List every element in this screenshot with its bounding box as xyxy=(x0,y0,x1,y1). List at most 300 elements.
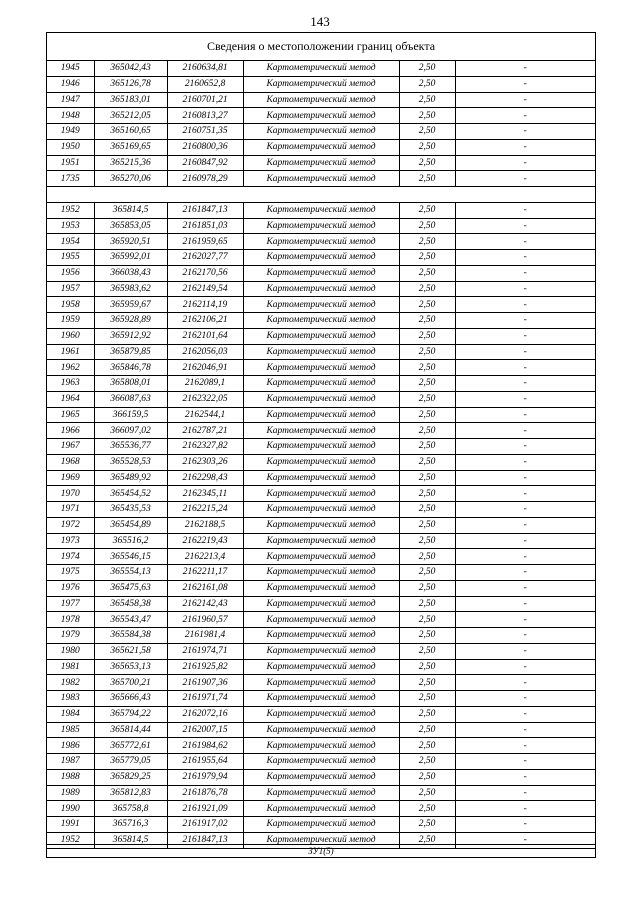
cell-point-number: 1984 xyxy=(47,706,94,722)
cell-coord-y: 2160652,8 xyxy=(167,76,243,92)
cell-method: Картометрический метод xyxy=(243,502,399,518)
cell-method: Картометрический метод xyxy=(243,769,399,785)
cell-coord-x: 365516,2 xyxy=(94,533,167,549)
cell-description: - xyxy=(455,265,595,281)
cell-description: - xyxy=(455,801,595,817)
cell-method: Картометрический метод xyxy=(243,124,399,140)
cell-coord-x: 365992,01 xyxy=(94,250,167,266)
cell-accuracy: 2,50 xyxy=(399,675,455,691)
cell-description: - xyxy=(455,234,595,250)
cell-coord-y: 2160751,35 xyxy=(167,124,243,140)
cell-coord-x: 365546,15 xyxy=(94,549,167,565)
cell-accuracy: 2,50 xyxy=(399,769,455,785)
cell-coord-x: 365528,53 xyxy=(94,454,167,470)
cell-description: - xyxy=(455,502,595,518)
cell-accuracy: 2,50 xyxy=(399,643,455,659)
table-row xyxy=(47,675,595,691)
cell-method: Картометрический метод xyxy=(243,281,399,297)
cell-coord-x: 365169,65 xyxy=(94,139,167,155)
table-row xyxy=(47,486,595,502)
cell-method: Картометрический метод xyxy=(243,234,399,250)
cell-coord-x: 365829,25 xyxy=(94,769,167,785)
cell-point-number: 1954 xyxy=(47,234,94,250)
section-gap-cell xyxy=(47,187,595,203)
cell-description: - xyxy=(455,706,595,722)
cell-method: Картометрический метод xyxy=(243,675,399,691)
cell-method: Картометрический метод xyxy=(243,265,399,281)
cell-accuracy: 2,50 xyxy=(399,313,455,329)
table-row xyxy=(47,61,595,76)
cell-description: - xyxy=(455,171,595,187)
cell-coord-x: 365458,38 xyxy=(94,596,167,612)
cell-method: Картометрический метод xyxy=(243,218,399,234)
table-row xyxy=(47,722,595,738)
cell-description: - xyxy=(455,92,595,108)
cell-point-number: 1976 xyxy=(47,580,94,596)
cell-method: Картометрический метод xyxy=(243,801,399,817)
cell-accuracy: 2,50 xyxy=(399,171,455,187)
cell-coord-y: 2162161,08 xyxy=(167,580,243,596)
cell-point-number: 1966 xyxy=(47,423,94,439)
cell-description: - xyxy=(455,250,595,266)
cell-accuracy: 2,50 xyxy=(399,706,455,722)
cell-description: - xyxy=(455,517,595,533)
cell-accuracy: 2,50 xyxy=(399,423,455,439)
cell-accuracy: 2,50 xyxy=(399,817,455,833)
table-row xyxy=(47,470,595,486)
cell-point-number: 1989 xyxy=(47,785,94,801)
cell-description: - xyxy=(455,643,595,659)
cell-point-number: 1951 xyxy=(47,155,94,171)
cell-coord-y: 2162114,19 xyxy=(167,297,243,313)
cell-coord-x: 365666,43 xyxy=(94,691,167,707)
cell-coord-y: 2162027,77 xyxy=(167,250,243,266)
cell-coord-y: 2162322,05 xyxy=(167,391,243,407)
cell-method: Картометрический метод xyxy=(243,754,399,770)
cell-accuracy: 2,50 xyxy=(399,565,455,581)
cell-coord-x: 366087,63 xyxy=(94,391,167,407)
cell-accuracy: 2,50 xyxy=(399,801,455,817)
table-row xyxy=(47,801,595,817)
cell-coord-x: 365983,62 xyxy=(94,281,167,297)
cell-accuracy: 2,50 xyxy=(399,533,455,549)
table-row xyxy=(47,754,595,770)
cell-accuracy: 2,50 xyxy=(399,832,455,848)
cell-description: - xyxy=(455,328,595,344)
cell-coord-x: 365543,47 xyxy=(94,612,167,628)
cell-accuracy: 2,50 xyxy=(399,628,455,644)
cell-method: Картометрический метод xyxy=(243,61,399,76)
cell-point-number: 1988 xyxy=(47,769,94,785)
cell-coord-y: 2162345,11 xyxy=(167,486,243,502)
footer-label: ЗУ1(5) xyxy=(47,844,595,857)
cell-method: Картометрический метод xyxy=(243,407,399,423)
cell-description: - xyxy=(455,108,595,124)
cell-accuracy: 2,50 xyxy=(399,139,455,155)
cell-accuracy: 2,50 xyxy=(399,76,455,92)
cell-description: - xyxy=(455,297,595,313)
cell-method: Картометрический метод xyxy=(243,454,399,470)
cell-point-number: 1957 xyxy=(47,281,94,297)
cell-coord-x: 366097,02 xyxy=(94,423,167,439)
table-row xyxy=(47,517,595,533)
cell-coord-x: 365454,89 xyxy=(94,517,167,533)
table-row xyxy=(47,360,595,376)
cell-point-number: 1979 xyxy=(47,628,94,644)
cell-coord-y: 2161925,82 xyxy=(167,659,243,675)
cell-point-number: 1955 xyxy=(47,250,94,266)
cell-accuracy: 2,50 xyxy=(399,376,455,392)
cell-coord-y: 2160847,92 xyxy=(167,155,243,171)
cell-coord-x: 365621,58 xyxy=(94,643,167,659)
cell-method: Картометрический метод xyxy=(243,470,399,486)
cell-coord-y: 2161971,74 xyxy=(167,691,243,707)
cell-description: - xyxy=(455,76,595,92)
cell-description: - xyxy=(455,218,595,234)
cell-coord-y: 2162046,91 xyxy=(167,360,243,376)
cell-method: Картометрический метод xyxy=(243,360,399,376)
cell-description: - xyxy=(455,612,595,628)
cell-coord-y: 2162072,16 xyxy=(167,706,243,722)
cell-accuracy: 2,50 xyxy=(399,754,455,770)
cell-method: Картометрический метод xyxy=(243,376,399,392)
table-row xyxy=(47,738,595,754)
cell-point-number: 1975 xyxy=(47,565,94,581)
cell-point-number: 1971 xyxy=(47,502,94,518)
cell-accuracy: 2,50 xyxy=(399,328,455,344)
table-row xyxy=(47,659,595,675)
cell-coord-y: 2161960,57 xyxy=(167,612,243,628)
cell-coord-x: 366159,5 xyxy=(94,407,167,423)
cell-method: Картометрический метод xyxy=(243,328,399,344)
table-row xyxy=(47,580,595,596)
cell-coord-x: 365772,61 xyxy=(94,738,167,754)
cell-coord-y: 2162101,64 xyxy=(167,328,243,344)
cell-coord-y: 2162219,43 xyxy=(167,533,243,549)
cell-accuracy: 2,50 xyxy=(399,250,455,266)
cell-description: - xyxy=(455,738,595,754)
cell-accuracy: 2,50 xyxy=(399,265,455,281)
cell-description: - xyxy=(455,470,595,486)
cell-point-number: 1978 xyxy=(47,612,94,628)
table-row xyxy=(47,344,595,360)
table-row xyxy=(47,218,595,234)
cell-coord-y: 2162149,54 xyxy=(167,281,243,297)
cell-method: Картометрический метод xyxy=(243,549,399,565)
cell-point-number: 1968 xyxy=(47,454,94,470)
cell-accuracy: 2,50 xyxy=(399,612,455,628)
cell-coord-x: 365794,22 xyxy=(94,706,167,722)
cell-point-number: 1981 xyxy=(47,659,94,675)
cell-description: - xyxy=(455,659,595,675)
cell-coord-y: 2162544,1 xyxy=(167,407,243,423)
cell-coord-x: 365270,06 xyxy=(94,171,167,187)
cell-method: Картометрический метод xyxy=(243,139,399,155)
cell-description: - xyxy=(455,832,595,848)
cell-coord-y: 2161979,94 xyxy=(167,769,243,785)
table-row xyxy=(47,328,595,344)
cell-description: - xyxy=(455,281,595,297)
cell-point-number: 1960 xyxy=(47,328,94,344)
cell-coord-x: 365928,89 xyxy=(94,313,167,329)
cell-coord-y: 2162327,82 xyxy=(167,439,243,455)
table-row xyxy=(47,439,595,455)
cell-accuracy: 2,50 xyxy=(399,124,455,140)
cell-method: Картометрический метод xyxy=(243,785,399,801)
cell-description: - xyxy=(455,313,595,329)
table-row xyxy=(47,565,595,581)
cell-point-number: 1965 xyxy=(47,407,94,423)
table-row xyxy=(47,596,595,612)
cell-point-number: 1991 xyxy=(47,817,94,833)
cell-coord-y: 2161921,09 xyxy=(167,801,243,817)
cell-point-number: 1948 xyxy=(47,108,94,124)
cell-coord-x: 365912,92 xyxy=(94,328,167,344)
cell-method: Картометрический метод xyxy=(243,832,399,848)
table-row xyxy=(47,691,595,707)
table-row xyxy=(47,454,595,470)
cell-coord-y: 2162007,15 xyxy=(167,722,243,738)
cell-coord-x: 365808,01 xyxy=(94,376,167,392)
cell-description: - xyxy=(455,596,595,612)
table-row xyxy=(47,769,595,785)
cell-coord-x: 365489,92 xyxy=(94,470,167,486)
coordinates-table xyxy=(47,61,595,849)
cell-accuracy: 2,50 xyxy=(399,344,455,360)
cell-coord-y: 2161955,64 xyxy=(167,754,243,770)
cell-method: Картометрический метод xyxy=(243,344,399,360)
cell-method: Картометрический метод xyxy=(243,250,399,266)
cell-point-number: 1952 xyxy=(47,202,94,218)
cell-coord-x: 365126,78 xyxy=(94,76,167,92)
cell-point-number: 1963 xyxy=(47,376,94,392)
cell-method: Картометрический метод xyxy=(243,155,399,171)
cell-point-number: 1964 xyxy=(47,391,94,407)
cell-method: Картометрический метод xyxy=(243,565,399,581)
table-row xyxy=(47,706,595,722)
page-number: 143 xyxy=(310,14,330,29)
cell-point-number: 1947 xyxy=(47,92,94,108)
cell-point-number: 1962 xyxy=(47,360,94,376)
cell-point-number: 1956 xyxy=(47,265,94,281)
table-row xyxy=(47,108,595,124)
cell-method: Картометрический метод xyxy=(243,706,399,722)
cell-point-number: 1959 xyxy=(47,313,94,329)
table-row xyxy=(47,643,595,659)
cell-point-number: 1970 xyxy=(47,486,94,502)
table-row xyxy=(47,533,595,549)
cell-method: Картометрический метод xyxy=(243,612,399,628)
cell-point-number: 1986 xyxy=(47,738,94,754)
cell-coord-x: 365879,85 xyxy=(94,344,167,360)
cell-description: - xyxy=(455,785,595,801)
table-title: Сведения о местоположении границ объекта xyxy=(47,33,595,61)
cell-accuracy: 2,50 xyxy=(399,281,455,297)
cell-accuracy: 2,50 xyxy=(399,391,455,407)
boundary-table-frame xyxy=(46,32,596,858)
cell-accuracy: 2,50 xyxy=(399,517,455,533)
table-row xyxy=(47,297,595,313)
cell-coord-x: 365812,83 xyxy=(94,785,167,801)
cell-coord-x: 365554,13 xyxy=(94,565,167,581)
cell-accuracy: 2,50 xyxy=(399,470,455,486)
cell-coord-y: 2162215,24 xyxy=(167,502,243,518)
cell-coord-y: 2160978,29 xyxy=(167,171,243,187)
coordinates-table-body xyxy=(47,61,595,848)
cell-coord-y: 2161907,36 xyxy=(167,675,243,691)
cell-point-number: 1974 xyxy=(47,549,94,565)
table-row xyxy=(47,612,595,628)
cell-accuracy: 2,50 xyxy=(399,486,455,502)
cell-coord-x: 365814,44 xyxy=(94,722,167,738)
cell-method: Картометрический метод xyxy=(243,297,399,313)
cell-coord-y: 2162787,21 xyxy=(167,423,243,439)
cell-description: - xyxy=(455,155,595,171)
cell-method: Картометрический метод xyxy=(243,486,399,502)
cell-coord-y: 2161847,13 xyxy=(167,202,243,218)
cell-description: - xyxy=(455,423,595,439)
cell-coord-y: 2162170,56 xyxy=(167,265,243,281)
cell-coord-y: 2162188,5 xyxy=(167,517,243,533)
table-row xyxy=(47,502,595,518)
cell-coord-y: 2161851,03 xyxy=(167,218,243,234)
cell-point-number: 1972 xyxy=(47,517,94,533)
cell-coord-x: 365814,5 xyxy=(94,832,167,848)
cell-coord-x: 365853,05 xyxy=(94,218,167,234)
cell-point-number: 1987 xyxy=(47,754,94,770)
table-row xyxy=(47,139,595,155)
cell-coord-y: 2160701,21 xyxy=(167,92,243,108)
cell-accuracy: 2,50 xyxy=(399,360,455,376)
cell-coord-y: 2161847,13 xyxy=(167,832,243,848)
cell-description: - xyxy=(455,124,595,140)
cell-accuracy: 2,50 xyxy=(399,61,455,76)
cell-coord-x: 365716,3 xyxy=(94,817,167,833)
cell-accuracy: 2,50 xyxy=(399,691,455,707)
cell-description: - xyxy=(455,675,595,691)
cell-method: Картометрический метод xyxy=(243,202,399,218)
table-row xyxy=(47,155,595,171)
cell-method: Картометрический метод xyxy=(243,171,399,187)
cell-method: Картометрический метод xyxy=(243,659,399,675)
section-gap-row xyxy=(47,187,595,203)
table-row xyxy=(47,313,595,329)
cell-accuracy: 2,50 xyxy=(399,738,455,754)
cell-coord-y: 2162056,03 xyxy=(167,344,243,360)
cell-description: - xyxy=(455,376,595,392)
cell-point-number: 1958 xyxy=(47,297,94,313)
cell-point-number: 1735 xyxy=(47,171,94,187)
cell-coord-y: 2160800,36 xyxy=(167,139,243,155)
cell-coord-y: 2161959,65 xyxy=(167,234,243,250)
cell-description: - xyxy=(455,61,595,76)
cell-accuracy: 2,50 xyxy=(399,108,455,124)
cell-coord-y: 2162089,1 xyxy=(167,376,243,392)
cell-coord-y: 2160634,81 xyxy=(167,61,243,76)
cell-description: - xyxy=(455,722,595,738)
cell-point-number: 1990 xyxy=(47,801,94,817)
cell-method: Картометрический метод xyxy=(243,517,399,533)
cell-point-number: 1949 xyxy=(47,124,94,140)
cell-accuracy: 2,50 xyxy=(399,659,455,675)
cell-point-number: 1967 xyxy=(47,439,94,455)
cell-method: Картометрический метод xyxy=(243,817,399,833)
cell-method: Картометрический метод xyxy=(243,108,399,124)
cell-coord-x: 365653,13 xyxy=(94,659,167,675)
table-row xyxy=(47,171,595,187)
cell-coord-x: 365160,65 xyxy=(94,124,167,140)
cell-description: - xyxy=(455,486,595,502)
table-row xyxy=(47,407,595,423)
cell-point-number: 1953 xyxy=(47,218,94,234)
cell-accuracy: 2,50 xyxy=(399,502,455,518)
table-row xyxy=(47,376,595,392)
cell-point-number: 1980 xyxy=(47,643,94,659)
cell-description: - xyxy=(455,454,595,470)
cell-point-number: 1969 xyxy=(47,470,94,486)
cell-accuracy: 2,50 xyxy=(399,549,455,565)
cell-point-number: 1973 xyxy=(47,533,94,549)
cell-point-number: 1982 xyxy=(47,675,94,691)
cell-coord-x: 365215,36 xyxy=(94,155,167,171)
cell-description: - xyxy=(455,360,595,376)
cell-coord-y: 2161876,78 xyxy=(167,785,243,801)
cell-method: Картометрический метод xyxy=(243,722,399,738)
cell-description: - xyxy=(455,754,595,770)
cell-coord-y: 2162211,17 xyxy=(167,565,243,581)
table-row xyxy=(47,817,595,833)
cell-coord-y: 2162142,43 xyxy=(167,596,243,612)
table-row xyxy=(47,391,595,407)
cell-description: - xyxy=(455,407,595,423)
table-row xyxy=(47,124,595,140)
cell-description: - xyxy=(455,202,595,218)
cell-method: Картометрический метод xyxy=(243,691,399,707)
cell-method: Картометрический метод xyxy=(243,580,399,596)
cell-accuracy: 2,50 xyxy=(399,234,455,250)
table-row xyxy=(47,423,595,439)
cell-method: Картометрический метод xyxy=(243,423,399,439)
cell-point-number: 1985 xyxy=(47,722,94,738)
cell-method: Картометрический метод xyxy=(243,628,399,644)
cell-accuracy: 2,50 xyxy=(399,218,455,234)
cell-description: - xyxy=(455,628,595,644)
cell-method: Картометрический метод xyxy=(243,391,399,407)
cell-coord-x: 365536,77 xyxy=(94,439,167,455)
cell-accuracy: 2,50 xyxy=(399,202,455,218)
cell-accuracy: 2,50 xyxy=(399,155,455,171)
table-row xyxy=(47,234,595,250)
cell-coord-x: 365814,5 xyxy=(94,202,167,218)
cell-method: Картометрический метод xyxy=(243,596,399,612)
cell-method: Картометрический метод xyxy=(243,76,399,92)
cell-accuracy: 2,50 xyxy=(399,407,455,423)
cell-coord-x: 365183,01 xyxy=(94,92,167,108)
cell-point-number: 1961 xyxy=(47,344,94,360)
cell-accuracy: 2,50 xyxy=(399,785,455,801)
cell-coord-x: 365042,43 xyxy=(94,61,167,76)
cell-coord-x: 365700,21 xyxy=(94,675,167,691)
cell-description: - xyxy=(455,391,595,407)
cell-point-number: 1950 xyxy=(47,139,94,155)
cell-coord-y: 2162303,26 xyxy=(167,454,243,470)
cell-description: - xyxy=(455,580,595,596)
cell-method: Картометрический метод xyxy=(243,439,399,455)
cell-point-number: 1952 xyxy=(47,832,94,848)
cell-coord-x: 366038,43 xyxy=(94,265,167,281)
cell-coord-x: 365846,78 xyxy=(94,360,167,376)
cell-method: Картометрический метод xyxy=(243,92,399,108)
